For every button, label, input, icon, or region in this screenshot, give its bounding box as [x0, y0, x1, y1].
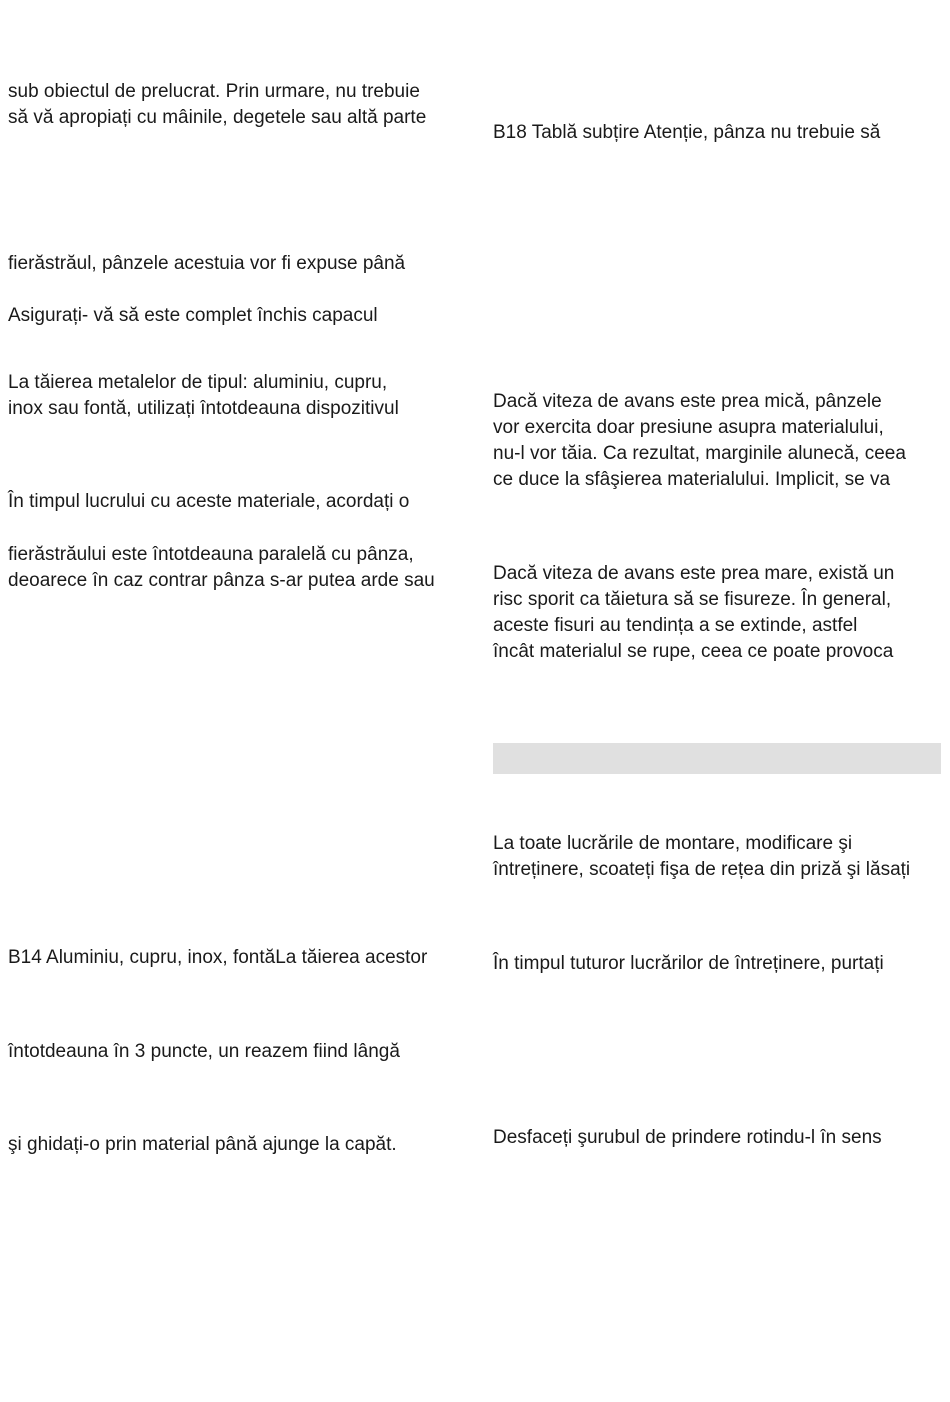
text-line: să vă apropiați cu mâinile, degetele sau altă parte — [8, 107, 427, 128]
text-line: sub obiectul de prelucrat. Prin urmare, nu trebuie — [8, 81, 420, 102]
left-paragraph-4 — [8, 370, 399, 422]
text-line: B18 Tablă subțire Atenție, pânza nu trebuie să — [493, 122, 881, 143]
text-line: În timpul lucrului cu aceste materiale, acordați o — [8, 491, 410, 512]
right-paragraph-3 — [493, 561, 894, 665]
text-line: Dacă viteza de avans este prea mare, există un — [493, 563, 895, 584]
text-line: întotdeauna în 3 puncte, un reazem fiind lângă — [8, 1041, 400, 1062]
text-line: La toate lucrările de montare, modificare şi — [493, 833, 853, 854]
text-line: fierăstrăul, pânzele acestuia vor fi expuse până — [8, 253, 406, 274]
left-paragraph-6 — [8, 542, 435, 594]
text-line: vor exercita doar presiune asupra materialului, — [493, 417, 884, 438]
right-paragraph-5 — [493, 951, 884, 977]
right-paragraph-1 — [493, 120, 880, 146]
text-line: nu-l vor tăia. Ca rezultat, marginile alunecă, ceea — [493, 443, 906, 464]
text-line: şi ghidați-o prin material până ajunge la capăt. — [8, 1134, 397, 1155]
section-divider-bar — [493, 743, 941, 774]
text-line: deoarece în caz contrar pânza s-ar putea arde sau — [8, 570, 435, 591]
text-line: risc sporit ca tăietura să se fisureze. În general, — [493, 589, 892, 610]
text-line: B14 Aluminiu, cupru, inox, fontăLa tăierea acestor — [8, 947, 428, 968]
text-line: La tăierea metalelor de tipul: aluminiu, cupru, — [8, 372, 388, 393]
right-paragraph-2 — [493, 389, 906, 493]
left-paragraph-7 — [8, 945, 427, 971]
left-paragraph-8 — [8, 1039, 400, 1065]
text-line: În timpul tuturor lucrărilor de întreținere, purtați — [493, 953, 884, 974]
text-line: fierăstrăului este întotdeauna paralelă cu pânza, — [8, 544, 414, 565]
text-line: Dacă viteza de avans este prea mică, pânzele — [493, 391, 882, 412]
right-paragraph-6 — [493, 1125, 882, 1151]
text-line: Asigurați- vă să este complet închis capacul — [8, 305, 378, 326]
right-paragraph-4 — [493, 831, 910, 883]
left-paragraph-9 — [8, 1132, 397, 1158]
text-line: întreținere, scoateți fişa de rețea din priză şi lăsați — [493, 859, 911, 880]
text-line: Desfaceți şurubul de prindere rotindu-l în sens — [493, 1127, 882, 1148]
left-paragraph-5 — [8, 489, 409, 515]
left-paragraph-2 — [8, 251, 405, 277]
text-line: aceste fisuri au tendința a se extinde, astfel — [493, 615, 858, 636]
text-line: ce duce la sfâşierea materialului. Implicit, se va — [493, 469, 891, 490]
left-paragraph-1 — [8, 79, 426, 131]
text-line: inox sau fontă, utilizați întotdeauna dispozitivul — [8, 398, 399, 419]
text-line: încât materialul se rupe, ceea ce poate provoca — [493, 641, 894, 662]
left-paragraph-3 — [8, 303, 378, 329]
